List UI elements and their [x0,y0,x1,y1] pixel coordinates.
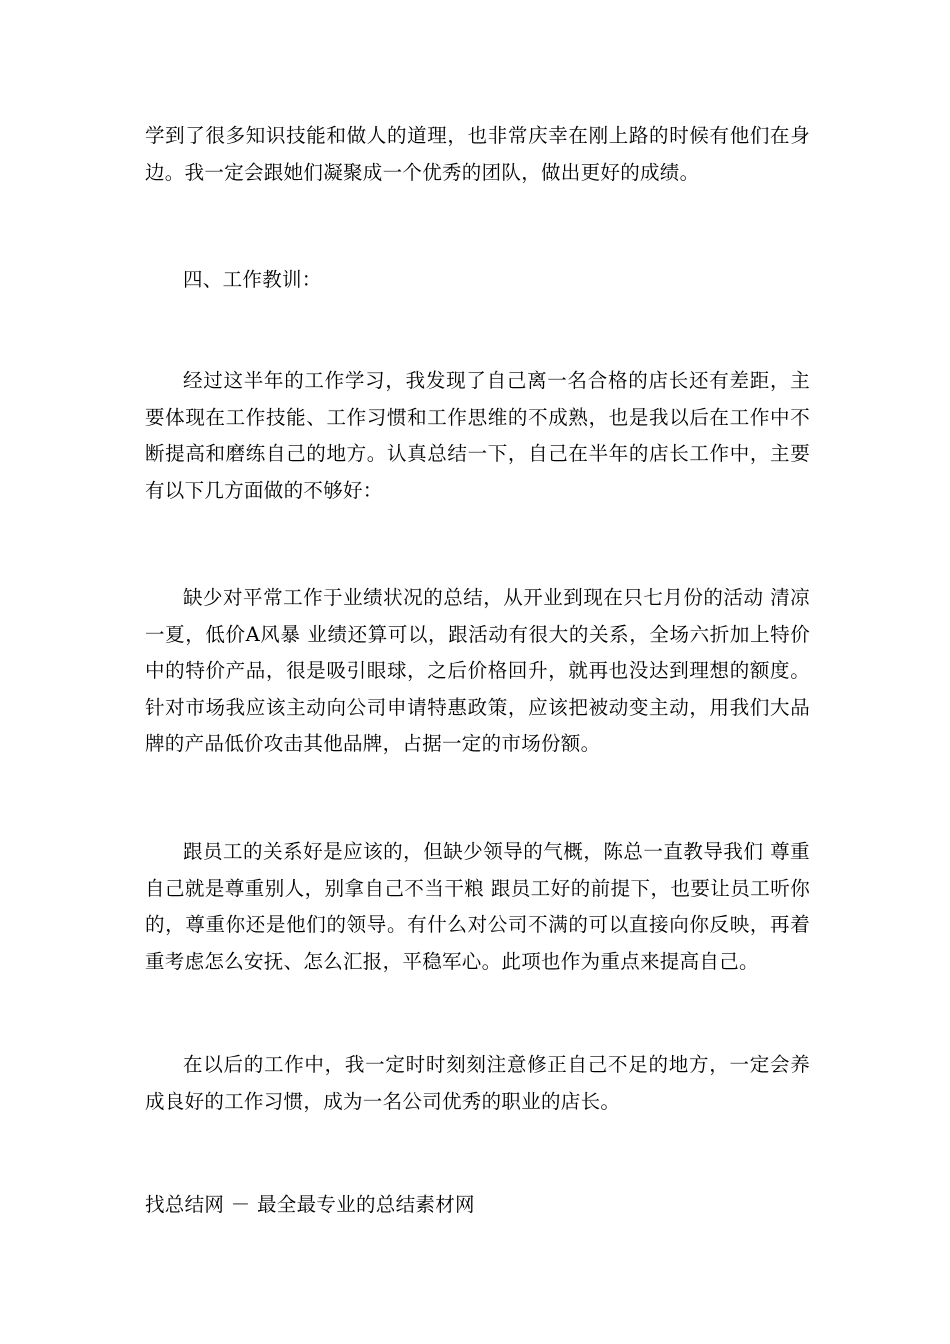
paragraph-self-assessment: 经过这半年的工作学习，我发现了自己离一名合格的店长还有差距，主要体现在工作技能、工作习惯和工作思维的不成熟，也是我以后在工作中不断提高和磨练自己的地方。认真总结一下，自己在半年的店长工作中，主要有以下几方面做的不够好： [145,369,810,502]
paragraph-staff-relations: 跟员工的关系好是应该的，但缺少领导的气概，陈总一直教导我们 尊重自己就是尊重别人，别拿自己不当干粮 跟员工好的前提下，也要让员工听你的，尊重你还是他们的领导。有什么对公司不满的可以直接向你反映，再着重考虑怎么安抚、怎么汇报，平稳军心。此项也作为重点来提高自己。 [145,840,810,973]
page-footer: 找总结网 － 最全最专业的总结素材网 [145,1193,475,1216]
paragraph-continuation: 学到了很多知识技能和做人的道理，也非常庆幸在刚上路的时候有他们在身边。我一定会跟她们凝聚成一个优秀的团队，做出更好的成绩。 [145,124,810,184]
section-heading-work-lessons: 四、工作教训： [183,268,322,291]
paragraph-performance-summary: 缺少对平常工作于业绩状况的总结，从开业到现在只七月份的活动 清凉一夏，低价A风暴 业绩还算可以，跟活动有很大的关系，全场六折加上特价中的特价产品，很是吸引眼球，之后价格回升，就再也没达到理想的额度。针对市场我应该主动向公司申请特惠政策，应该把被动变主动，用我们大品牌的产品低价攻击其他品牌，占据一定的市场份额。 [145,586,810,755]
paragraph-future-commitment: 在以后的工作中，我一定时时刻刻注意修正自己不足的地方，一定会养成良好的工作习惯，成为一名公司优秀的职业的店长。 [145,1053,810,1113]
